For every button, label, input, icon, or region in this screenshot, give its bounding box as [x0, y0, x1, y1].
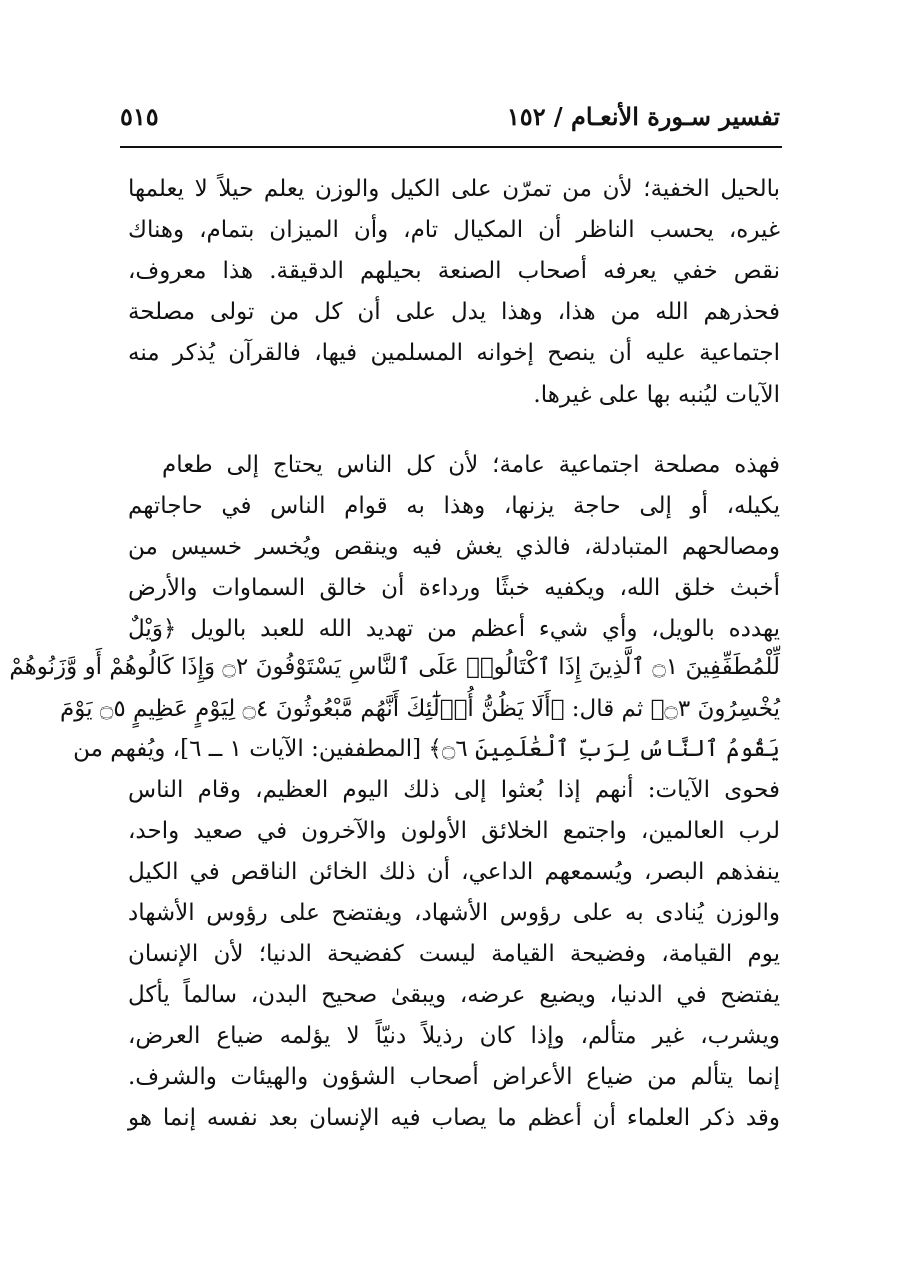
page-header	[120, 96, 780, 144]
quran-verse-line: لِّلْمُطَفِّفِينَ ۝١ ٱلَّذِينَ إِذَا ٱكْتَالُوا۟ عَلَى ٱلنَّاسِ يَسْتَوْفُونَ ۝٢ وَإِذَا كَالُوهُمْ أَو وَّزَنُوهُمْ	[9, 654, 780, 680]
text-line: وقد ذكر العلماء أن أعظم ما يصاب فيه الإنسان بعد نفسه إنما هو	[128, 1105, 780, 1131]
text-line: نقص خفي يعرفه أصحاب الصنعة بحيلهم الدقيقة. هذا معروف،	[128, 258, 780, 284]
running-title: تفسير سـورة الأنعـام / ١٥٢	[506, 102, 780, 131]
text-line: يكيله، أو إلى حاجة يزنها، وهذا به قوام الناس في حاجاتهم	[128, 493, 780, 519]
text-line: ويشرب، غير متألم، وإذا كان رذيلاً دنيّاً لا يؤلمه ضياع العرض،	[128, 1023, 780, 1049]
text-line: الآيات ليُنبه بها على غيرها.	[533, 382, 780, 408]
quran-verse-line: يُخْسِرُونَ ۝٣﴾ ثم قال: ﴿أَلَا يَظُنُّ أُو۟لَٰٓئِكَ أَنَّهُم مَّبْعُوثُونَ ۝٤ لِيَوْمٍ عَظِيمٍ ۝٥ يَوْمَ	[60, 696, 780, 722]
text-line: إنما يتألم من ضياع الأعراض أصحاب الشؤون والهيئات والشرف.	[128, 1064, 780, 1090]
text-line: غيره، يحسب الناظر أن المكيال تام، وأن الميزان بتمام، وهناك	[128, 217, 780, 243]
text-line: أخبث خلق الله، ويكفيه خبثًا ورداءة أن خالق السماوات والأرض	[128, 575, 780, 601]
page-number: ٥١٥	[120, 102, 159, 131]
text-line: فحذرهم الله من هذا، وهذا يدل على أن كل من تولى مصلحة	[128, 299, 780, 325]
text-line: فحوى الآيات: أنهم إذا بُعثوا إلى ذلك اليوم العظيم، وقام الناس	[128, 777, 780, 803]
text-line: فهذه مصلحة اجتماعية عامة؛ لأن كل الناس يحتاج إلى طعام	[162, 452, 780, 478]
text-line: اجتماعية عليه أن ينصح إخوانه المسلمين فيها، فالقرآن يُذكر منه	[128, 340, 780, 366]
text-line: لرب العالمين، واجتمع الخلائق الأولون والآخرون في صعيد واحد،	[128, 818, 780, 844]
text-line: ينفذهم البصر، ويُسمعهم الداعي، أن ذلك الخائن الناقص في الكيل	[128, 859, 780, 885]
text-line: ومصالحهم المتبادلة، فالذي يغش فيه وينقص ويُخسر خسيس من	[128, 534, 780, 560]
text-line: بالحيل الخفية؛ لأن من تمرّن على الكيل والوزن يعلم حيلاً لا يعلمها	[128, 176, 780, 202]
header-rule	[120, 146, 782, 148]
text-line: يهدده بالويل، وأي شيء أعظم من تهديد الله للعبد بالويل ﴿وَيْلٌ	[128, 616, 780, 642]
text-line: يفتضح في الدنيا، ويضيع عرضه، ويبقىٰ صحيح البدن، سالماً يأكل	[128, 982, 780, 1008]
text-line: يوم القيامة، وفضيحة القيامة ليست كفضيحة الدنيا؛ لأن الإنسان	[128, 941, 780, 967]
text-line: والوزن يُنادى به على رؤوس الأشهاد، ويفتضح على رؤوس الأشهاد	[128, 900, 780, 926]
quran-verse-line: يَقُومُ ٱلنَّاسُ لِرَبِّ ٱلْعَٰلَمِينَ ۝٦﴾ [المطففين: الآيات ١ ــ ٦]، ويُفهم من	[73, 736, 780, 762]
